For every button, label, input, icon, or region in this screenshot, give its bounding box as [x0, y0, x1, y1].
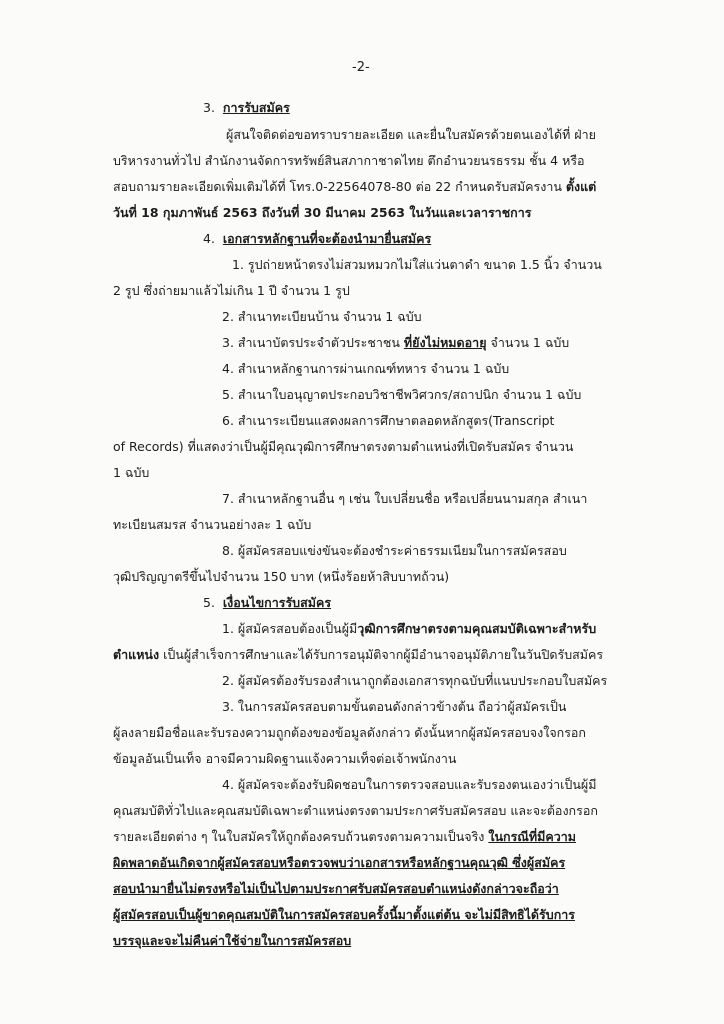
list-item: 2. สำเนาทะเบียนบ้าน จำนวน 1 ฉบับ [222, 309, 422, 324]
list-item-continuation: ผิดพลาดอันเกิดจากผู้สมัครสอบหรือตรวจพบว่าเอกสารหรือหลักฐานคุณวุฒิ ซึ่งผู้สมัคร [113, 855, 566, 870]
text-span: รายละเอียดต่าง ๆ ในใบสมัครให้ถูกต้องครบถ้วนตรงตามความเป็นจริง [113, 829, 489, 844]
paragraph-line: ผู้สนใจติดต่อขอทราบรายละเอียด และยื่นใบสมัครด้วยตนเองได้ที่ ฝ่าย [226, 127, 596, 142]
text-span: สอบถามรายละเอียดเพิ่มเติมได้ที่ โทร.0-22564078-80 ต่อ 22 กำหนดรับสมัครงาน [113, 179, 566, 194]
section-number: 4. [203, 231, 215, 246]
list-item-continuation: ผู้ลงลายมือชื่อและรับรองความถูกต้องของข้อมูลดังกล่าว ดังนั้นหากผู้สมัครสอบจงใจกรอก [113, 725, 586, 740]
section-title: เอกสารหลักฐานที่จะต้องนำมายื่นสมัคร [222, 231, 432, 246]
list-item-continuation: วุฒิปริญญาตรีขึ้นไปจำนวน 150 บาท (หนึ่งร้อยห้าสิบบาทถ้วน) [113, 569, 450, 584]
paragraph-line [113, 177, 596, 197]
list-item [222, 333, 569, 353]
list-item: 3. ในการสมัครสอบตามขั้นตอนดังกล่าวข้างต้น ถือว่าผู้สมัครเป็น [222, 699, 567, 714]
list-item: 4. ผู้สมัครจะต้องรับผิดชอบในการตรวจสอบและรับรองตนเองว่าเป็นผู้มี [222, 777, 597, 792]
list-item-continuation [113, 827, 576, 847]
section-3-heading [203, 98, 290, 118]
section-4-heading [203, 229, 431, 249]
text-span: 1. ผู้สมัครสอบต้องเป็นผู้มี [222, 621, 358, 636]
emphasis-text: วุฒิการศึกษาตรงตามคุณสมบัติเฉพาะสำหรับ [357, 621, 597, 636]
text-span: 3. สำเนาบัตรประจำตัวประชาชน [222, 335, 404, 350]
list-item-continuation: ข้อมูลอันเป็นเท็จ อาจมีความผิดฐานแจ้งความเท็จต่อเจ้าพนักงาน [113, 751, 457, 766]
list-item-continuation: 2 รูป ซึ่งถ่ายมาแล้วไม่เกิน 1 ปี จำนวน 1 รูป [113, 283, 350, 298]
list-item: 8. ผู้สมัครสอบแข่งขันจะต้องชำระค่าธรรมเนียมในการสมัครสอบ [222, 543, 567, 558]
list-item: 6. สำเนาระเบียนแสดงผลการศึกษาตลอดหลักสูตร(Transcript [222, 413, 555, 428]
list-item: 1. รูปถ่ายหน้าตรงไม่สวมหมวกไม่ใส่แว่นตาดำ ขนาด 1.5 นิ้ว จำนวน [232, 257, 602, 272]
section-5-heading [203, 593, 331, 613]
list-item [222, 619, 596, 639]
section-title: การรับสมัคร [222, 100, 290, 115]
paragraph-line: วันที่ 18 กุมภาพันธ์ 2563 ถึงวันที่ 30 มีนาคม 2563 ในวันและเวลาราชการ [113, 205, 532, 220]
page-number: -2- [352, 60, 370, 75]
list-item-continuation: 1 ฉบับ [113, 465, 150, 480]
list-item: 2. ผู้สมัครต้องรับรองสำเนาถูกต้องเอกสารทุกฉบับที่แนบประกอบใบสมัคร [222, 673, 608, 688]
emphasis-text: ตำแหน่ง [113, 647, 160, 662]
list-item: 4. สำเนาหลักฐานการผ่านเกณฑ์ทหาร จำนวน 1 ฉบับ [222, 361, 510, 376]
list-item: 5. สำเนาใบอนุญาตประกอบวิชาชีพวิศวกร/สถาปนิก จำนวน 1 ฉบับ [222, 387, 582, 402]
paragraph-line: บริหารงานทั่วไป สำนักงานจัดการทรัพย์สินสภากาชาดไทย ตึกอำนวยนรธรรม ชั้น 4 หรือ [113, 153, 585, 168]
text-span: จำนวน 1 ฉบับ [486, 335, 570, 350]
text-span: เป็นผู้สำเร็จการศึกษาและได้รับการอนุมัติจากผู้มีอำนาจอนุมัติภายในวันปิดรับสมัคร [159, 647, 604, 662]
section-number: 3. [203, 100, 215, 115]
section-number: 5. [203, 595, 215, 610]
list-item-continuation: บรรจุและจะไม่คืนค่าใช้จ่ายในการสมัครสอบ [113, 933, 352, 948]
list-item: 7. สำเนาหลักฐานอื่น ๆ เช่น ใบเปลี่ยนชื่อ หรือเปลี่ยนนามสกุล สำเนา [222, 491, 588, 506]
emphasis-text: ตั้งแต่ [565, 179, 597, 194]
list-item-continuation: คุณสมบัติทั่วไปและคุณสมบัติเฉพาะตำแหน่งตรงตามประกาศรับสมัครสอบ และจะต้องกรอก [113, 803, 598, 818]
emphasis-text: ในกรณีที่มีความ [488, 829, 577, 844]
emphasis-text: ที่ยังไม่หมดอายุ [403, 335, 487, 350]
section-title: เงื่อนไขการรับสมัคร [222, 595, 332, 610]
list-item-continuation: of Records) ที่แสดงว่าเป็นผู้มีคุณวุฒิการศึกษาตรงตามตำแหน่งที่เปิดรับสมัคร จำนวน [113, 439, 574, 454]
list-item-continuation: ผู้สมัครสอบเป็นผู้ขาดคุณสมบัติในการสมัครสอบครั้งนี้มาตั้งแต่ต้น จะไม่มีสิทธิได้รับการ [113, 907, 575, 922]
list-item-continuation: ทะเบียนสมรส จำนวนอย่างละ 1 ฉบับ [113, 517, 312, 532]
list-item-continuation [113, 645, 603, 665]
list-item-continuation: สอบนำมายื่นไม่ตรงหรือไม่เป็นไปตามประกาศรับสมัครสอบตำแหน่งดังกล่าวจะถือว่า [113, 881, 559, 896]
